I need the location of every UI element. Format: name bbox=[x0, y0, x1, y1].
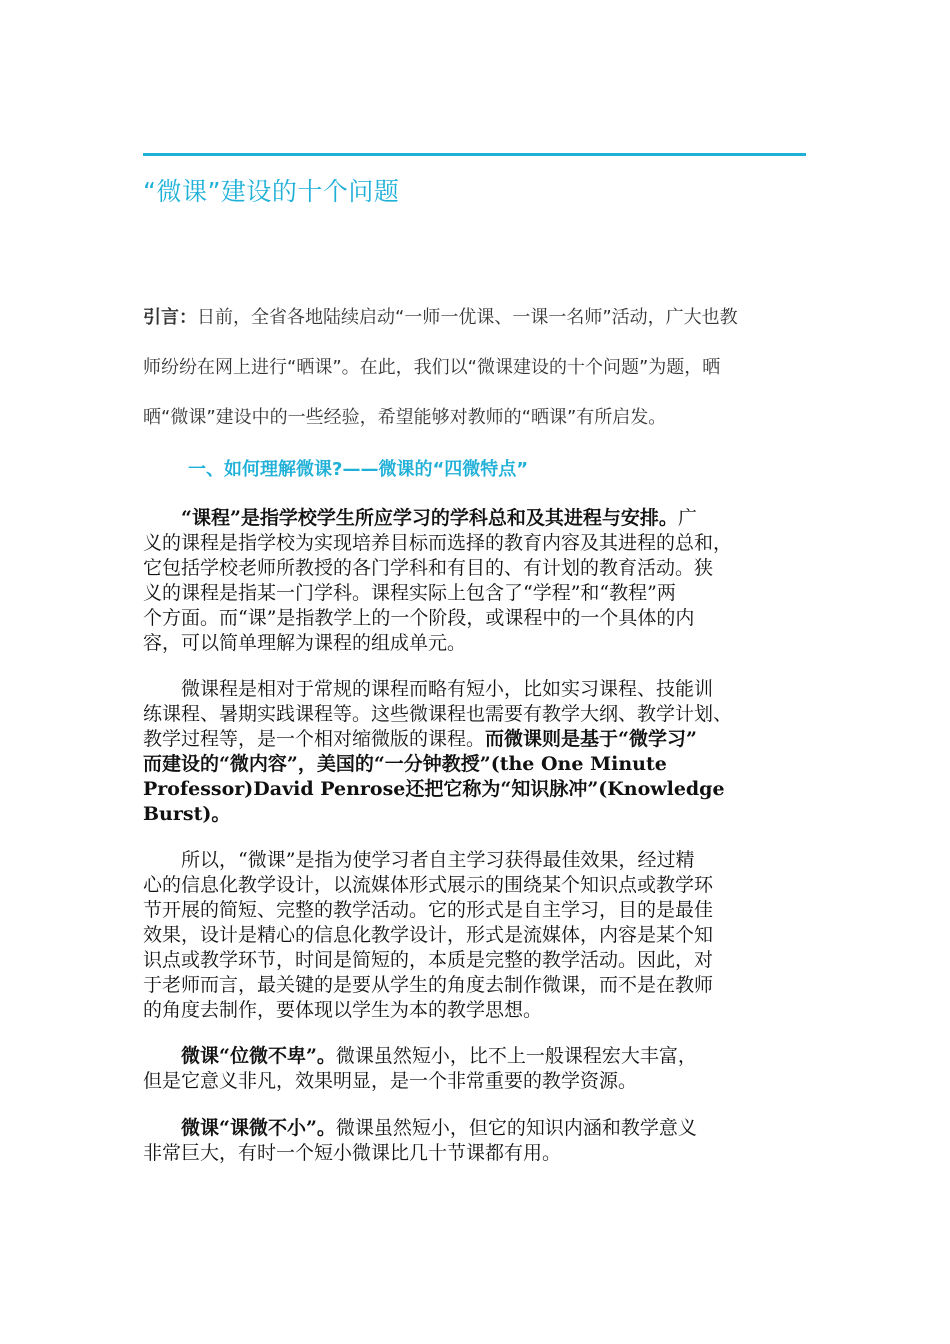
paragraph-micro-lecture-definition: 所以，“微课”是指为使学习者自主学习获得最佳效果，经过精 心的信息化教学设计，以流媒体形式展示的围绕某个知识点或教学环 节开展的简短、完整的教学活动。它的形式是自主学习，目的是最佳 效果，设计是精心的信息化教学设计，形式是流媒体，内容是某个知 识点或教学环节，时间是简短的，本质是完整的教学活动。因此，对 于老师而言，最关键的是要从学生的角度去制作微课，而不是在教师 的角度去制作，要体现以学生为本的教学思想。 bbox=[143, 848, 798, 1023]
p2-line-3: 教学过程等，是一个相对缩微版的课程。而微课则是基于“微学习” bbox=[143, 728, 697, 750]
intro-line-1: 引言：日前，全省各地陆续启动“一师一优课、一课一名师”活动，广大也教 bbox=[143, 307, 738, 328]
page-title: “微课”建设的十个问题 bbox=[143, 177, 400, 206]
p2-line-1: 微课程是相对于常规的课程而略有短小，比如实习课程、技能训 bbox=[181, 678, 714, 700]
p1-line-1: “课程”是指学校学生所应学习的学科总和及其进程与安排。广 bbox=[181, 507, 697, 529]
section-heading-1: 一、如何理解微课?——微课的“四微特点” bbox=[188, 459, 529, 480]
paragraph-feature-position: 微课“位微不卑”。微课虽然短小，比不上一般课程宏大丰富， 但是它意义非凡，效果明显，是一个非常重要的教学资源。 bbox=[143, 1044, 798, 1094]
paragraph-micro-course: 微课程是相对于常规的课程而略有短小，比如实习课程、技能训 练课程、暑期实践课程等。这些微课程也需要有教学大纲、教学计划、 教学过程等，是一个相对缩微版的课程。而微课则是基于“微学习” 而建设的“微内容”，美国的“一分钟教授”(the One Minute Professor)David Penrose还把它称为“知识脉冲”(Knowledge Burst)。 bbox=[143, 677, 798, 827]
intro-paragraph bbox=[143, 293, 803, 443]
intro-line-3: 晒“微课”建设中的一些经验，希望能够对教师的“晒课”有所启发。 bbox=[143, 407, 667, 428]
intro-line-2: 师纷纷在网上进行“晒课”。在此，我们以“微课建设的十个问题”为题，晒 bbox=[143, 357, 721, 378]
paragraph-feature-value: 微课“课微不小”。微课虽然短小，但它的知识内涵和教学意义 非常巨大，有时一个短小微课比几十节课都有用。 bbox=[143, 1116, 798, 1166]
p3-line-1: 所以，“微课”是指为使学习者自主学习获得最佳效果，经过精 bbox=[181, 849, 695, 871]
intro-lead: 引言： bbox=[143, 307, 197, 328]
paragraph-course-definition: “课程”是指学校学生所应学习的学科总和及其进程与安排。广 义的课程是指学校为实现培养目标而选择的教育内容及其进程的总和， 它包括学校老师所教授的各门学科和有目的、有计划的教育活动。狭 义的课程是指某一门学科。课程实际上包含了“学程”和“教程”两 个方面。而“课”是指教学上的一个阶段，或课程中的一个具体的内 容，可以简单理解为课程的组成单元。 bbox=[143, 506, 798, 656]
p4-line-1: 微课“位微不卑”。微课虽然短小，比不上一般课程宏大丰富， bbox=[181, 1045, 697, 1067]
title-rule bbox=[143, 153, 806, 156]
p5-line-1: 微课“课微不小”。微课虽然短小，但它的知识内涵和教学意义 bbox=[181, 1117, 697, 1139]
